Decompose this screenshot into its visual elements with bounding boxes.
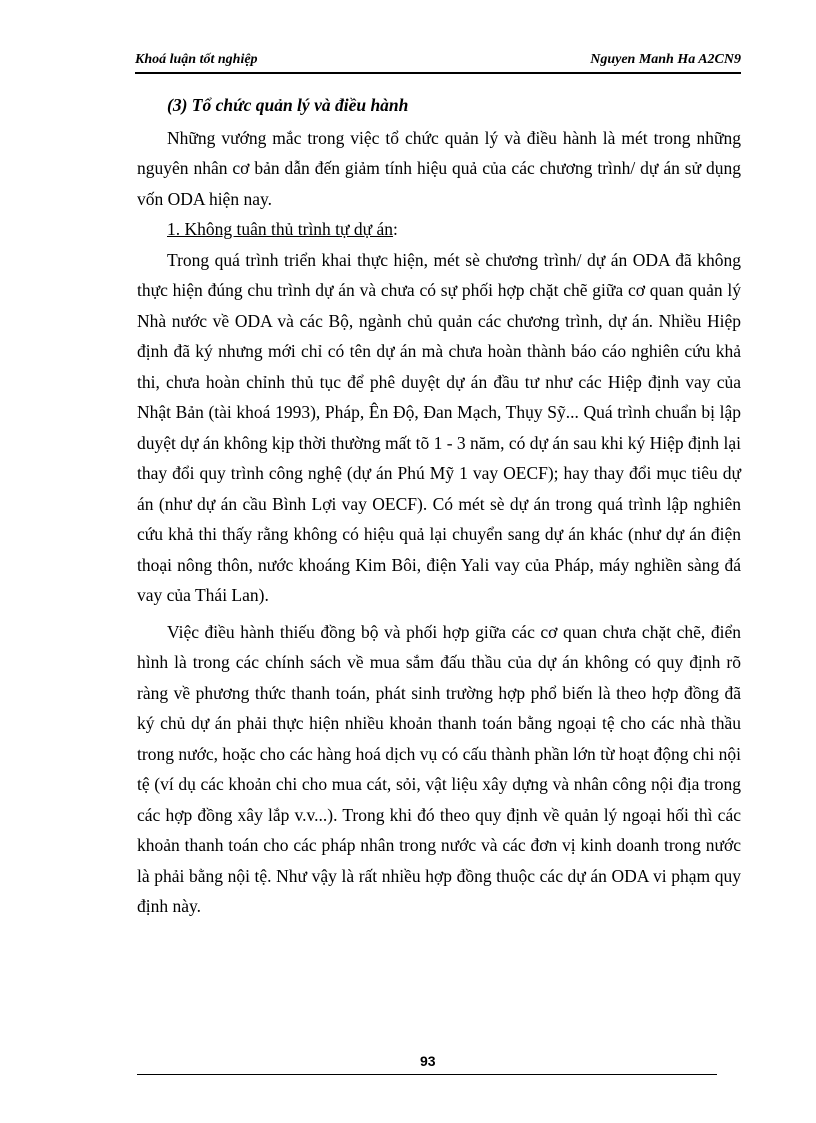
header-author: Nguyen Manh Ha A2CN9 <box>590 52 741 67</box>
subsection-heading <box>137 214 741 245</box>
body-paragraph-1: Trong quá trình triển khai thực hiện, mét sè chương trình/ dự án ODA đã không thực hiện đúng chu trình dự án và chưa có sự phối hợp chặt chẽ giữa cơ quan quản lý Nhà nước về ODA và các Bộ, ngành chủ quản các chương trình, dự án. Nhiều Hiệp định đã ký nhưng mới chỉ có tên dự án mà chưa hoàn thành báo cáo nghiên cứu khả thi, chưa hoàn chỉnh thủ tục để phê duyệt dự án đầu tư như các Hiệp định vay của Nhật Bản (tài khoá 1993), Pháp, Ên Độ, Đan Mạch, Thụy Sỹ... Quá trình chuẩn bị lập duyệt dự án không kịp thời thường mất tõ 1 - 3 năm, có dự án sau khi ký Hiệp định lại thay đổi quy trình công nghệ (dự án Phú Mỹ 1 vay OECF); hay thay đổi mục tiêu dự án (như dự án cầu Bình Lợi vay OECF). Có mét sè dự án trong quá trình lập nghiên cứu khả thi thấy rằng không có hiệu quả lại chuyển sang dự án khác (như dự án điện thoại nông thôn, nước khoáng Kim Bôi, điện Yali vay của Pháp, máy nghiền sàng đá vay của Thái Lan). <box>137 249 741 605</box>
page-header <box>135 50 741 74</box>
page-number: 93 <box>420 1053 436 1069</box>
footer-rule <box>137 1074 717 1075</box>
page-body <box>137 90 741 922</box>
intro-paragraph: Những vướng mắc trong việc tổ chức quản lý và điều hành là mét trong những nguyên nhân cơ bản dẫn đến giảm tính hiệu quả của các chương trình/ dự án sử dụng vốn ODA hiện nay. <box>137 127 741 209</box>
header-document-type: Khoá luận tốt nghiệp <box>135 52 258 67</box>
subsection-heading-colon: : <box>393 219 398 239</box>
body-paragraph-2: Việc điều hành thiếu đồng bộ và phối hợp giữa các cơ quan chưa chặt chẽ, điển hình là trong các chính sách về mua sắm đấu thầu của dự án không có quy định rõ ràng về phương thức thanh toán, phát sinh trường hợp phổ biến là theo hợp đồng đã ký chủ dự án phải thực hiện nhiều khoản thanh toán bằng ngoại tệ cho các nhà thầu trong nước, hoặc cho các hàng hoá dịch vụ có cấu thành phần lớn từ hoạt động chi nội tệ (ví dụ các khoản chi cho mua cát, sỏi, vật liệu xây dựng và nhân công nội địa trong các hợp đồng xây lắp v.v...). Trong khi đó theo quy định về quản lý ngoại hối thì các khoản thanh toán cho các pháp nhân trong nước và các đơn vị kinh doanh trong nước là phải bằng nội tệ. Như vậy là rất nhiều hợp đồng thuộc các dự án ODA vi phạm quy định này. <box>137 621 741 916</box>
subsection-heading-text: 1. Không tuân thủ trình tự dự án <box>167 219 394 239</box>
section-heading: (3) Tổ chức quản lý và điều hành <box>167 95 409 115</box>
